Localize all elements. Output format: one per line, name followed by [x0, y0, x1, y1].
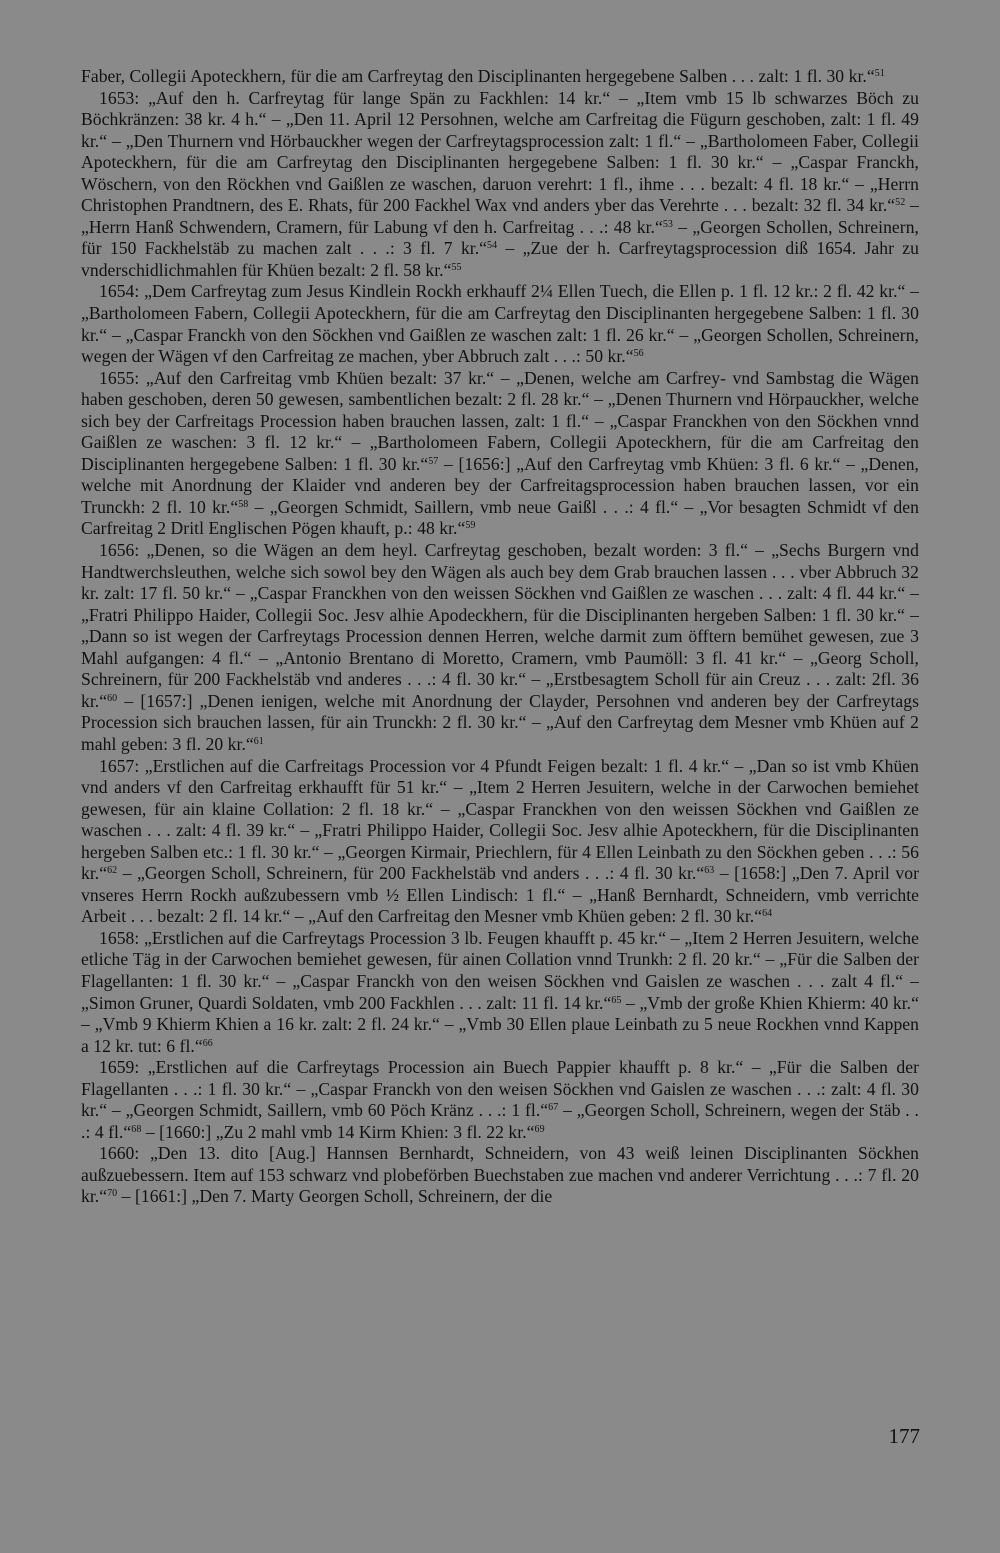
paragraph-text: – „Georgen Scholl, Schreinern, wegen der Stäb . . .: 4 fl.“ [81, 1100, 919, 1142]
footnote-marker: 56 [633, 348, 644, 360]
footnote-marker: 59 [465, 520, 476, 532]
footnote-marker: 70 [107, 1188, 118, 1200]
footnote-marker: 64 [762, 908, 773, 920]
footnote-marker: 58 [238, 498, 249, 510]
paragraph-text: – „Vmb der große Khien Khierm: 40 kr.“ – „Vmb 9 Khierm Khien a 16 kr. zalt: 2 fl. 24 kr.“ – „Vmb 30 Ellen plaue Leinbath zu 5 neue Rockhen vnnd Kappen a 12 kr. tut: 6 fl.“ [81, 992, 919, 1056]
paragraph-text: – „Herrn Hanß Schwendern, Cramern, für Labung vf den h. Carfreitag . . .: 48 kr.“ [81, 195, 919, 237]
footnote-marker: 55 [451, 261, 462, 273]
paragraph [81, 1143, 919, 1208]
paragraph-text: 1654: „Dem Carfreytag zum Jesus Kindlein Rockh erkhauff 2¼ Ellen Tuech, die Ellen p. 1 fl. 12 kr.: 2 fl. 42 kr.“ – „Bartholomeen Fabern, Collegii Apoteckhern, für die am Carfreytag den Disciplinanten hergegebene Salben: 1 fl. 30 kr.“ – „Caspar Franckh von den Söckhen vnd Gaißlen ze waschen zalt: 1 fl. 26 kr.“ – „Georgen Schollen, Schreinern, wegen der Wägen vf den Carfreitag ze machen, yber Abbruch zalt . . .: 50 kr.“ [81, 281, 919, 367]
paragraph-text: 1659: „Erstlichen auf die Carfreytags Procession ain Buech Pappier khaufft p. 8 kr.“ – „Für die Salben der Flagellanten . . .: 1 fl. 30 kr.“ – „Caspar Franckh von den weisen Söckhen vnd Gaislen ze waschen . . .: zalt: 4 fl. 30 kr.“ – „Georgen Schmidt, Saillern, vmb 60 Pöch Kränz . . .: 1 fl.“ [81, 1057, 919, 1121]
paragraph-text: – „Georgen Scholl, Schreinern, für 200 Fackhelstäb vnd anders . . .: 4 fl. 30 kr.“ [117, 863, 705, 884]
footnote-marker: 54 [487, 240, 498, 252]
paragraph-text: Faber, Collegii Apoteckhern, für die am Carfreytag den Disciplinanten hergegebene Salben . . . zalt: 1 fl. 30 kr.“ [81, 66, 875, 86]
paragraph-text: 1657: „Erstlichen auf die Carfreitags Procession vor 4 Pfundt Feigen bezalt: 1 fl. 4 kr.“ – „Dan so ist vmb Khüen vnd anders vf den Carfreitag erkhaufft für 51 kr.“ – „Item 2 Herren Jesuitern, welche in der Carwochen bemiehet gewesen, für ain klaine Collation: 2 fl. 18 kr.“ – „Caspar Franckhen von den weissen Söckhen vnd Gaißlen ze waschen . . . zalt: 4 fl. 39 kr.“ – „Fratri Philippo Haider, Collegii Soc. Jesv alhie Apoteckhern, für die Disciplinanten hergeben Salben etc.: 1 fl. 30 kr.“ – „Georgen Kirmair, Priechlern, für 4 Ellen Leinbath zu den Söckhen geben . . .: 56 kr.“ [81, 755, 919, 884]
paragraph-text: 1656: „Denen, so die Wägen an dem heyl. Carfreytag geschoben, bezalt worden: 3 fl.“ – „Sechs Burgern vnd Handtwerchsleuthen, welche sich sowol bey den Wägen als auch bey dem Grab brauchen lassen . . . vber Abbruch 32 kr. zalt: 17 fl. 50 kr.“ – „Caspar Franckhen von den weissen Söckhen vnd Gaißlen ze waschen . . . zalt: 4 fl. 44 kr.“ – „Fratri Philippo Haider, Collegii Soc. Jesv alhie Apodeckhern, für die Disciplinanten hergeben Salben: 1 fl. 30 kr.“ – „Dann so ist wegen der Carfreytags Procession dennen Herren, welche darmit zum öfftern bemühet gewesen, zue 3 Mahl aufgangen: 4 fl.“ – „Antonio Brentano di Moretto, Cramern, vmb Paumöll: 3 fl. 41 kr.“ – „Georg Scholl, Schreinern, für 200 Fackhelstäb vnd anderes . . .: 4 fl. 30 kr.“ – „Erstbesagtem Scholl für ain Creuz . . . zalt: 2fl. 36 kr.“ [81, 540, 919, 711]
paragraph [81, 540, 919, 755]
paragraph-text: – [1660:] „Zu 2 mahl vmb 14 Kirm Khien: 3 fl. 22 kr.“ [141, 1121, 535, 1142]
paragraph [81, 281, 919, 367]
paragraph-text: – [1661:] „Den 7. Marty Georgen Scholl, Schreinern, der die [117, 1186, 553, 1207]
footnote-marker: 53 [662, 218, 673, 230]
paragraph [81, 88, 919, 282]
paragraph-text: – „Zue der h. Carfreytagsprocession diß 1654. Jahr zu vnderschidlichmahlen für Khüen bezalt: 2 fl. 58 kr.“ [81, 238, 920, 280]
footnote-marker: 62 [107, 865, 118, 877]
footnote-marker: 68 [131, 1123, 142, 1135]
paragraph-text: – [1658:] „Den 7. April vor vnseres Herrn Rockh außzubessern vmb ½ Ellen Lindisch: 1 fl.“ – „Hanß Bernhardt, Schneidern, vmb verrichte Arbeit . . . bezalt: 2 fl. 14 kr.“ – „Auf den Carfreitag den Mesner vmb Khüen geben: 2 fl. 30 kr.“ [81, 863, 919, 927]
footnote-marker: 61 [253, 735, 264, 747]
paragraph [81, 1057, 919, 1143]
paragraph [81, 66, 919, 88]
paragraph-text: – „Georgen Schmidt, Saillern, vmb neue Gaißl . . .: 4 fl.“ – „Vor besagten Schmidt vf den Carfreitag 2 Dritl Englischen Pögen khauft, p.: 48 kr.“ [81, 496, 919, 539]
footnote-marker: 60 [107, 692, 118, 704]
footnote-marker: 63 [704, 865, 715, 877]
paragraph-text: – [1656:] „Auf den Carfreytag vmb Khüen: 3 fl. 6 kr.“ – „Denen, welche mit Anordnung der Klaider vnd anderen bey der Carfreitagsprocession haben brauchen lassen, vor ein Trunckh: 2 fl. 10 kr.“ [81, 453, 920, 517]
paragraph [81, 756, 919, 928]
footnote-marker: 66 [202, 1037, 213, 1049]
footnote-marker: 51 [874, 68, 885, 79]
paragraph [81, 928, 919, 1057]
paragraph-text: – [1657:] „Denen ienigen, welche mit Anordnung der Clayder, Persohnen vnd anderen bey der Carfreytags Procession sich brauchen lassen, für ain Trunckh: 2 fl. 30 kr.“ – „Auf den Carfreytag dem Mesner vmb Khüen auf 2 mahl geben: 3 fl. 20 kr.“ [81, 690, 919, 754]
paragraph [81, 368, 919, 540]
paragraph-text: 1658: „Erstlichen auf die Carfreytags Procession 3 lb. Feugen khaufft p. 45 kr.“ – „Item 2 Herren Jesuitern, welche etliche Täg in der Carwochen bemiehet gewesen, für ainen Collation vnnd Trunkh: 2 fl. 20 kr.“ – „Für die Salben der Flagellanten: 1 fl. 30 kr.“ – „Caspar Franckh von den weisen Söckhen vnd Gaislen ze waschen . . . zalt 4 fl.“ – „Simon Gruner, Quardi Soldaten, vmb 200 Fackhlen . . . zalt: 11 fl. 14 kr.“ [81, 927, 919, 1013]
body-text [81, 66, 919, 1208]
paragraph-text: 1660: „Den 13. dito [Aug.] Hannsen Bernhardt, Schneidern, von 43 weiß leinen Disciplinanten Söckhen außzuebessern. Item auf 153 schwarz vnd plobeförben Buechstaben zue machen vnd anderer Verrichtung . . .: 7 fl. 20 kr.“ [81, 1143, 919, 1207]
footnote-marker: 67 [548, 1102, 559, 1114]
paragraph-text: 1655: „Auf den Carfreitag vmb Khüen bezalt: 37 kr.“ – „Denen, welche am Carfrey- vnd Sambstag die Wägen haben geschoben, deren 50 gewesen, sambentlichen bezalt: 2 fl. 28 kr.“ – „Denen Thurnern vnd Hörpauckher, welche sich bey der Carfreitags Procession haben brauchen lassen, zalt: 1 fl.“ – „Caspar Franckhen von den Söckhen vnnd Gaißlen ze waschen: 3 fl. 12 kr.“ – „Bartholomeen Fabern, Collegii Apoteckhern, für die am Carfreitag den Disciplinanten hergegebene Salben: 1 fl. 30 kr.“ [81, 367, 919, 474]
paragraph-text: – „Georgen Schollen, Schreinern, für 150 Fackhelstäb zu machen zalt . . .: 3 fl. 7 kr.“ [81, 216, 919, 259]
page-number: 177 [888, 1424, 920, 1448]
paragraph-text: 1653: „Auf den h. Carfreytag für lange Spän zu Fackhlen: 14 kr.“ – „Item vmb 15 lb schwarzes Böch zu Böchkränzen: 38 kr. 4 h.“ – „Den 11. April 12 Persohnen, welche am Carfreitag die Fügurn geschoben, zalt: 1 fl. 49 kr.“ – „Den Thurnern vnd Hörbauckher wegen der Carfreytagsprocession zalt: 1 fl.“ – „Bartholomeen Faber, Collegii Apoteckhern, für die am Carfreytag den Disciplinanten hergegebene Salben: 1 fl. 30 kr.“ – „Caspar Franckh, Wöschern, von den Röckhen vnd Gaißlen ze waschen, daruon verehrt: 1 fl., ihme . . . bezalt: 4 fl. 18 kr.“ – „Herrn Christophen Prandtnern, des E. Rhats, für 200 Fackhel Wax vnd anders yber das Verehrte . . . bezalt: 32 fl. 34 kr.“ [81, 87, 919, 216]
footnote-marker: 65 [611, 994, 622, 1006]
footnote-marker: 52 [895, 197, 906, 209]
footnote-marker: 57 [428, 455, 439, 467]
footnote-marker: 69 [534, 1123, 545, 1135]
